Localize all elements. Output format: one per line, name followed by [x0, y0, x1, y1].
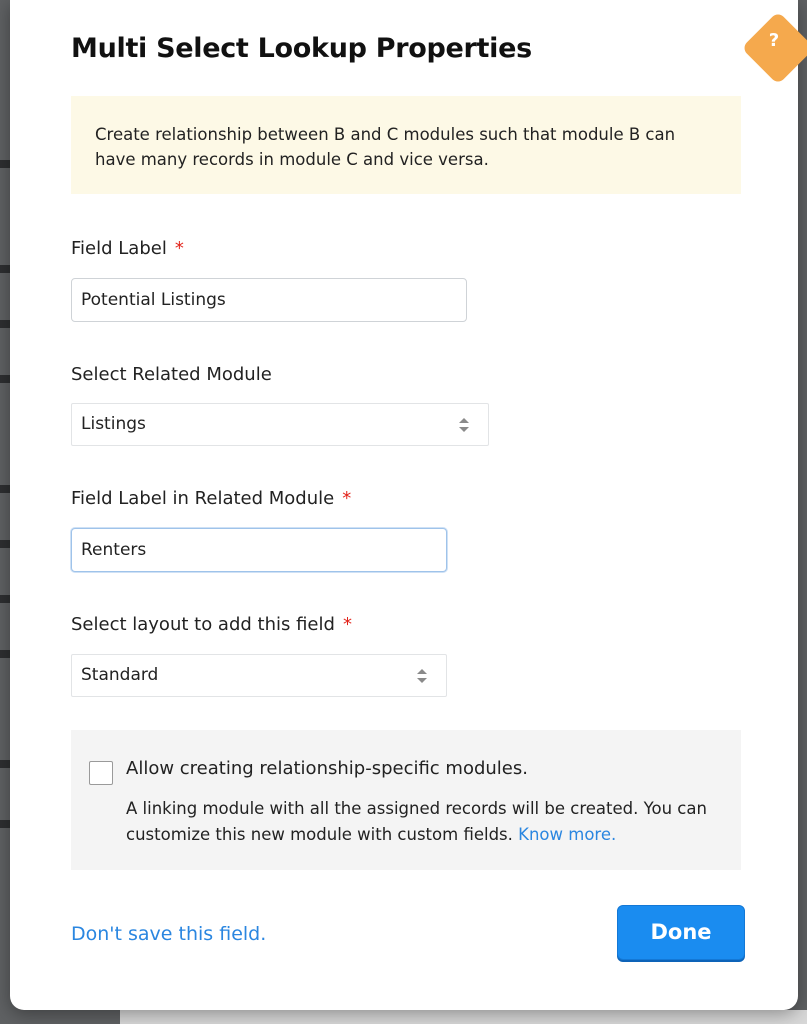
related-field-label-heading — [71, 488, 351, 509]
background-footer — [120, 1010, 807, 1024]
layout-value: Standard — [81, 665, 159, 685]
field-label-input[interactable] — [71, 278, 467, 322]
done-button[interactable]: Done — [617, 905, 745, 960]
dialog-title: Multi Select Lookup Properties — [71, 33, 532, 64]
know-more-link[interactable]: Know more. — [518, 825, 617, 844]
relationship-option-box — [71, 730, 741, 870]
related-module-label: Select Related Module — [71, 364, 272, 385]
help-icon: ? — [768, 30, 780, 51]
related-field-label-input[interactable] — [71, 528, 447, 572]
multi-select-lookup-dialog — [10, 0, 798, 1010]
dont-save-link[interactable]: Don't save this field. — [71, 923, 267, 945]
layout-heading — [71, 614, 352, 635]
select-arrows-icon — [458, 416, 470, 434]
option-title: Allow creating relationship-specific modules. — [126, 758, 528, 779]
related-field-label-text: Field Label in Related Module — [71, 488, 335, 509]
info-text: Create relationship between B and C modules such that module B can have many records in module C and vice versa. — [95, 125, 676, 169]
related-field-label-value: Renters — [81, 540, 147, 560]
select-arrows-icon — [416, 667, 428, 685]
option-description-text: A linking module with all the assigned records will be created. You can customize this new module with custom fields. — [126, 799, 707, 844]
field-label-value: Potential Listings — [81, 290, 226, 310]
related-module-select[interactable] — [71, 403, 489, 446]
required-mark: * — [174, 238, 184, 259]
related-module-heading — [71, 364, 272, 385]
field-label-heading — [71, 238, 184, 259]
layout-select[interactable] — [71, 654, 447, 697]
field-label-text: Field Label — [71, 238, 167, 259]
layout-label: Select layout to add this field — [71, 614, 335, 635]
relationship-modules-checkbox[interactable] — [89, 761, 113, 785]
option-description — [126, 796, 726, 848]
info-box — [71, 96, 741, 194]
related-module-value: Listings — [81, 414, 146, 434]
required-mark: * — [342, 488, 352, 509]
required-mark: * — [342, 614, 352, 635]
